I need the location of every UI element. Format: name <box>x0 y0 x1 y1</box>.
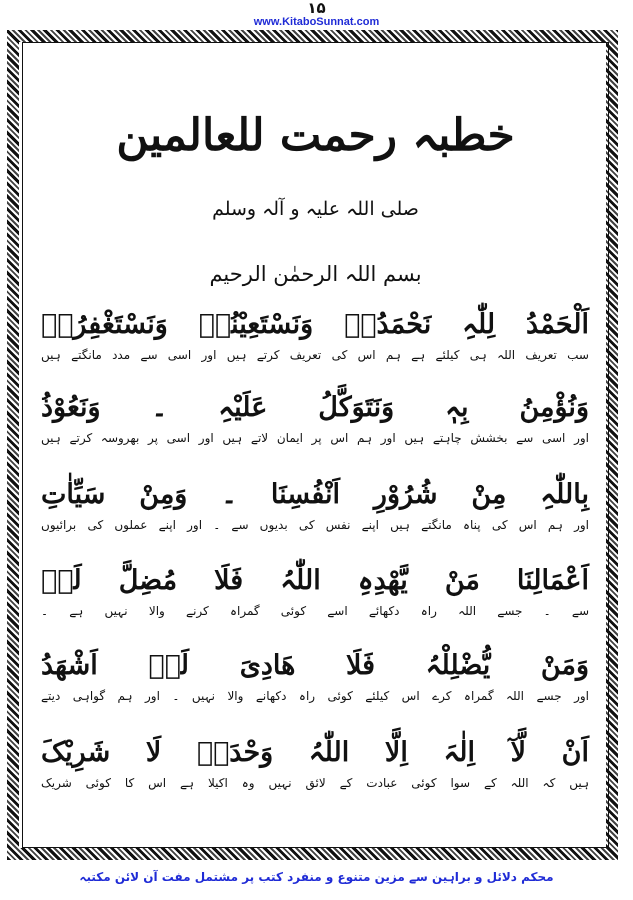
urdu-translation: اور جسے اللہ گمراہ کرے اس کیلئے کوئی راہ دکھانے والا نہیں ۔ اور ہم گواہی دیتے <box>41 689 589 703</box>
site-url-link[interactable]: www.KitaboSunnat.com <box>253 16 380 28</box>
urdu-translation: سب تعریف اللہ ہی کیلئے ہے ہم اس کی تعریف کرتے ہیں اور اسی سے مدد مانگتے ہیں <box>41 348 589 362</box>
footer-tagline: محکم دلائل و براہین سے مزین متنوع و منفرد کتب پر مشتمل مفت آن لائن مکتبہ <box>79 870 554 884</box>
urdu-translation: اور اسی سے بخشش چاہتے ہیں اور ہم اس پر ایمان لاتے ہیں اور اسی پر بھروسہ کرتے ہیں <box>41 431 589 445</box>
arabic-line: وَنُؤْمِنُ بِہٖ وَنَتَوَکَّلُ عَلَیْہِ ۔ وَنَعُوْذُ <box>41 392 589 423</box>
page-title: خطبہ رحمت للعالمین <box>116 110 515 161</box>
arabic-line: اَنْ لَّآ اِلٰہَ اِلَّا اللّٰہُ وَحْدَہٗ لَا شَرِیْکَ <box>41 737 589 768</box>
page-content <box>24 44 607 846</box>
urdu-translation: ہیں کہ اللہ کے سوا کوئی عبادت کے لائق نہیں وہ اکیلا ہے اس کا کوئی شریک <box>41 776 589 790</box>
basmala: بسم اللہ الرحمٰن الرحیم <box>209 262 422 286</box>
honorific: صلی اللہ علیہ و آلہ وسلم <box>212 198 419 220</box>
urdu-translation: اور ہم اس کی پناہ مانگتے ہیں اپنے نفس کی بدیوں سے ۔ اور اپنے عملوں کی برائیوں <box>41 518 589 532</box>
page-number: ۱۵ <box>307 0 326 17</box>
arabic-line: بِاللّٰہِ مِنْ شُرُوْرِ اَنْفُسِنَا ۔ وَمِنْ سَیِّاٰتِ <box>41 479 589 510</box>
arabic-line: اَعْمَالِنَا مَنْ یَّھْدِہِ اللّٰہُ فَلَا مُضِلَّ لَہٗ <box>41 565 589 596</box>
arabic-line: اَلْحَمْدُ لِلّٰہِ نَحْمَدُہٗ وَنَسْتَعِیْنُہٗ وَنَسْتَغْفِرُہٗ <box>41 309 589 340</box>
urdu-translation: سے ۔ جسے اللہ راہ دکھائے اسے کوئی گمراہ کرنے والا نہیں ہے ۔ <box>41 604 589 618</box>
arabic-line: وَمَنْ یُّضْلِلْہُ فَلَا ھَادِیَ لَہٗ اَشْھَدُ <box>41 650 589 681</box>
